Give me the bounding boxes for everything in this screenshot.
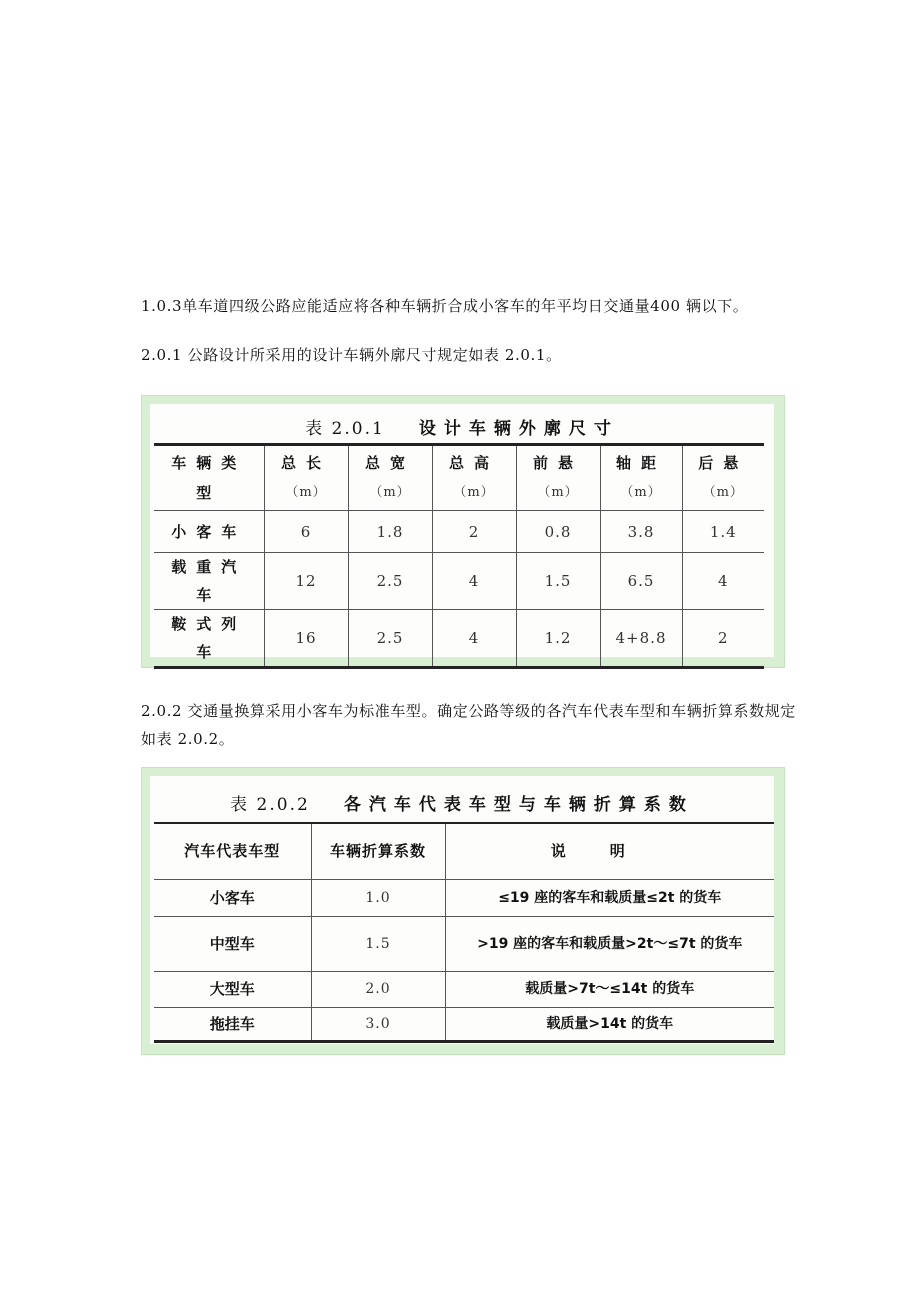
header-front-overhang: [516, 445, 600, 511]
row-name-cell: [154, 610, 264, 668]
header-vehicle-type-line2: 型: [196, 484, 222, 502]
paragraph-2-0-1: 2.0.1 公路设计所采用的设计车辆外廓尺寸规定如表 2.0.1。: [141, 346, 562, 364]
description-cell: 载质量>7t～≤14t 的货车: [445, 971, 774, 1007]
header-label: 总宽: [364, 454, 415, 472]
header-vehicle-type: 汽车代表车型: [154, 823, 311, 879]
row-name-line1: 鞍式列: [171, 615, 247, 633]
header-wheelbase: [600, 445, 682, 511]
value-cell: 2: [432, 511, 516, 553]
table-2-0-1-frame: [141, 395, 785, 668]
coefficient-cell: 3.0: [311, 1007, 445, 1041]
header-label: 后悬: [698, 454, 749, 472]
value-cell: 1.8: [348, 511, 432, 553]
vehicle-dimensions-table: [154, 443, 764, 669]
table-2-0-1-panel: [150, 404, 774, 661]
header-total-length: [264, 445, 348, 511]
caption-title: 设计车辆外廓尺寸: [418, 419, 619, 439]
header-vehicle-type: [154, 445, 264, 511]
table-row: [154, 553, 764, 610]
row-name-line2: 车: [196, 586, 222, 604]
row-name-line1: 载重汽: [171, 558, 247, 576]
description-cell: ≤19 座的客车和载质量≤2t 的货车: [445, 879, 774, 916]
table-row: [154, 916, 774, 971]
header-unit: （m）: [702, 485, 744, 500]
vehicle-type-cell: 拖挂车: [154, 1007, 311, 1041]
value-cell: 4+8.8: [600, 610, 682, 668]
value-cell: 6: [264, 511, 348, 553]
coefficient-cell: 1.5: [311, 916, 445, 971]
header-vehicle-type-line1: 车辆类: [171, 454, 247, 472]
header-rear-overhang: [682, 445, 764, 511]
header-unit: （m）: [285, 485, 327, 500]
value-cell: 0.8: [516, 511, 600, 553]
table-2-0-1-caption: [150, 414, 774, 439]
vehicle-type-cell: 小客车: [154, 879, 311, 916]
header-unit: （m）: [620, 485, 662, 500]
description-cell: 载质量>14t 的货车: [445, 1007, 774, 1041]
header-label: 前悬: [532, 454, 583, 472]
header-label: 总长: [280, 454, 331, 472]
vehicle-type-cell: 大型车: [154, 971, 311, 1007]
table-row: [154, 511, 764, 553]
row-name-cell: [154, 553, 264, 610]
header-unit: （m）: [453, 485, 495, 500]
header-label: 轴距: [615, 454, 666, 472]
table-2-0-2-frame: [141, 767, 785, 1055]
header-label: 总高: [448, 454, 499, 472]
value-cell: 4: [432, 553, 516, 610]
value-cell: 4: [432, 610, 516, 668]
row-name: 小客车: [171, 522, 247, 541]
header-row: [154, 823, 774, 879]
header-unit: （m）: [537, 485, 579, 500]
value-cell: 3.8: [600, 511, 682, 553]
value-cell: 16: [264, 610, 348, 668]
header-conversion-factor: 车辆折算系数: [311, 823, 445, 879]
table-row: [154, 971, 774, 1007]
header-total-height: [432, 445, 516, 511]
value-cell: 2.5: [348, 553, 432, 610]
table-2-0-2-caption: [150, 790, 774, 815]
caption-number: 表 2.0.2: [230, 795, 310, 815]
value-cell: 4: [682, 553, 764, 610]
header-unit: （m）: [369, 485, 411, 500]
table-2-0-2-panel: [150, 776, 774, 1044]
header-description: 说明: [445, 823, 774, 879]
value-cell: 1.5: [516, 553, 600, 610]
value-cell: 2: [682, 610, 764, 668]
coefficient-cell: 2.0: [311, 971, 445, 1007]
value-cell: 1.2: [516, 610, 600, 668]
conversion-factor-table: [154, 822, 774, 1043]
table-row: [154, 1007, 774, 1041]
value-cell: 2.5: [348, 610, 432, 668]
description-cell: >19 座的客车和载质量>2t～≤7t 的货车: [445, 916, 774, 971]
paragraph-2-0-2: 2.0.2 交通量换算采用小客车为标准车型。确定公路等级的各汽车代表车型和车辆折算系数规定如表 2.0.2。: [141, 702, 796, 748]
coefficient-cell: 1.0: [311, 879, 445, 916]
header-total-width: [348, 445, 432, 511]
caption-title: 各汽车代表车型与车辆折算系数: [343, 795, 694, 815]
caption-number: 表 2.0.1: [305, 419, 385, 439]
header-row: [154, 445, 764, 511]
value-cell: 12: [264, 553, 348, 610]
vehicle-type-cell: 中型车: [154, 916, 311, 971]
row-name-cell: [154, 511, 264, 553]
row-name-line2: 车: [196, 643, 222, 661]
value-cell: 6.5: [600, 553, 682, 610]
paragraph-1-0-3: 1.0.3单车道四级公路应能适应将各种车辆折合成小客车的年平均日交通量400 辆以下。: [141, 297, 749, 315]
table-row: [154, 610, 764, 668]
table-row: [154, 879, 774, 916]
value-cell: 1.4: [682, 511, 764, 553]
